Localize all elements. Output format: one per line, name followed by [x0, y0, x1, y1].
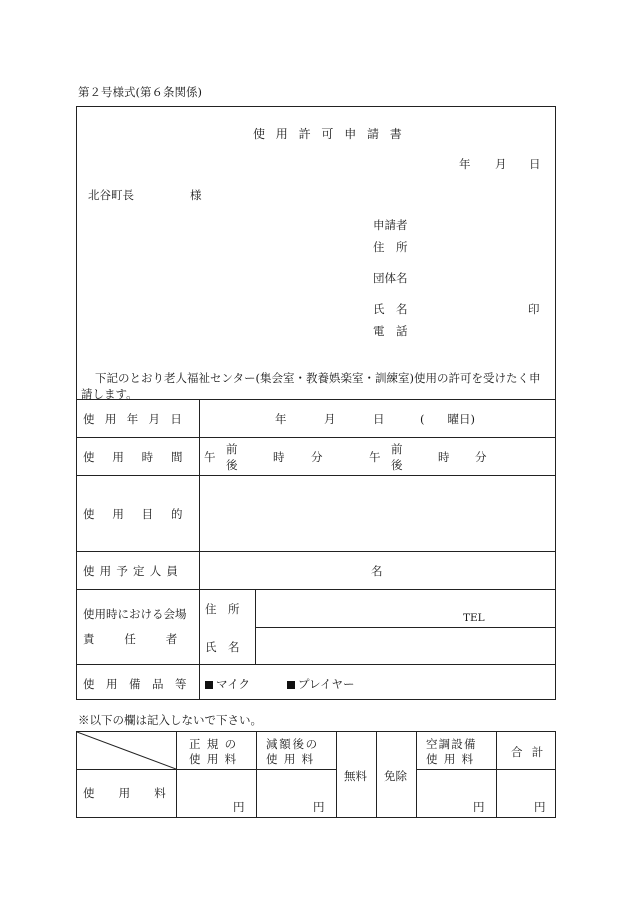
row-divider: [77, 399, 555, 400]
fee-table: [76, 731, 556, 818]
use-date-month: 月: [324, 412, 336, 426]
use-date-label: 使用年月日: [83, 412, 193, 426]
date-year: 年: [459, 157, 471, 171]
column-divider: [199, 399, 200, 700]
document-title: 使用許可申請書: [253, 127, 413, 141]
equipment-player: プレイヤー: [287, 676, 354, 692]
use-time-label: 使用時間: [83, 450, 201, 464]
row-divider: [77, 437, 555, 438]
use-date-day: 日: [373, 412, 385, 426]
time-hour-1: 時: [273, 450, 285, 464]
addressee-honorific: 様: [190, 188, 202, 202]
reduced-fee-header-1: 減額後の: [266, 737, 319, 751]
exempt-header: 免除: [384, 769, 407, 783]
people-label: 使用予定人員: [83, 564, 184, 578]
note-do-not-fill: ※以下の欄は記入しないで下さい。: [78, 713, 262, 727]
addressee-name: 北谷町長: [88, 188, 134, 202]
fee-column-divider: [496, 732, 497, 818]
applicant-phone-label: 電 話: [373, 324, 408, 338]
statement-line-2: 請します。: [81, 387, 138, 401]
applicant-address-label: 住 所: [373, 240, 408, 254]
regular-fee-header-2: 使用料: [189, 752, 243, 766]
people-unit: 名: [371, 564, 383, 578]
date-month: 月: [495, 157, 507, 171]
time-mae-1: 前: [226, 442, 238, 456]
applicant-name-label: 氏 名: [373, 302, 408, 316]
reduced-fee-yen: 円: [313, 800, 325, 814]
applicant-group-label: 団体名: [373, 271, 408, 285]
ac-fee-yen: 円: [473, 800, 485, 814]
manager-label-line1: 使用時における会場: [83, 607, 187, 621]
time-minute-1: 分: [311, 450, 323, 464]
reduced-fee-header-2: 使用料: [266, 752, 320, 766]
seal-mark: 印: [528, 302, 540, 316]
fee-column-divider: [376, 732, 377, 818]
use-date-weekday: ( 曜日): [420, 412, 475, 426]
purpose-label: 使用目的: [83, 507, 201, 521]
statement-line-1: 下記のとおり老人福祉センター(集会室・教養娯楽室・訓練室)使用の許可を受けたく申: [95, 371, 541, 385]
row-divider: [77, 551, 555, 552]
regular-fee-yen: 円: [233, 800, 245, 814]
time-mae-2: 前: [391, 442, 403, 456]
date-day: 日: [529, 157, 541, 171]
use-date-year: 年: [275, 412, 287, 426]
ac-fee-header-2: 使用料: [426, 752, 480, 766]
regular-fee-header-1: 正規の: [189, 737, 243, 751]
row-divider: [255, 627, 555, 628]
time-minute-2: 分: [475, 450, 487, 464]
time-gozen-1: 午: [204, 450, 216, 464]
ac-fee-header-1: 空調設備: [426, 737, 477, 751]
free-header: 無料: [344, 769, 367, 783]
row-divider: [77, 589, 555, 590]
manager-address-label: 住 所: [205, 602, 240, 616]
application-form: [76, 106, 556, 700]
form-number: 第２号様式(第６条関係): [78, 85, 202, 99]
row-divider: [77, 664, 555, 665]
diagonal-header-line: [77, 732, 176, 769]
time-ato-1: 後: [226, 458, 238, 472]
fee-column-divider: [256, 732, 257, 818]
time-hour-2: 時: [438, 450, 450, 464]
fee-row-divider: [416, 769, 555, 770]
manager-label-line2: 責任者: [83, 632, 208, 646]
equipment-mic: マイク: [205, 676, 250, 692]
applicant-heading: 申請者: [373, 218, 408, 232]
total-header: 合計: [511, 745, 553, 759]
manager-name-label: 氏 名: [205, 640, 240, 654]
row-divider: [77, 475, 555, 476]
time-ato-2: 後: [391, 458, 403, 472]
filled-square-icon: [287, 681, 295, 689]
fee-row-divider: [77, 769, 336, 770]
fee-column-divider: [176, 732, 177, 818]
total-yen: 円: [534, 800, 546, 814]
fee-column-divider: [416, 732, 417, 818]
fee-row-label: 使用料: [83, 786, 190, 800]
manager-tel-label: TEL: [463, 612, 485, 624]
equipment-label: 使用備品等: [83, 677, 198, 691]
filled-square-icon: [205, 681, 213, 689]
time-gozen-2: 午: [369, 450, 381, 464]
fee-column-divider: [336, 732, 337, 818]
column-divider: [255, 589, 256, 664]
